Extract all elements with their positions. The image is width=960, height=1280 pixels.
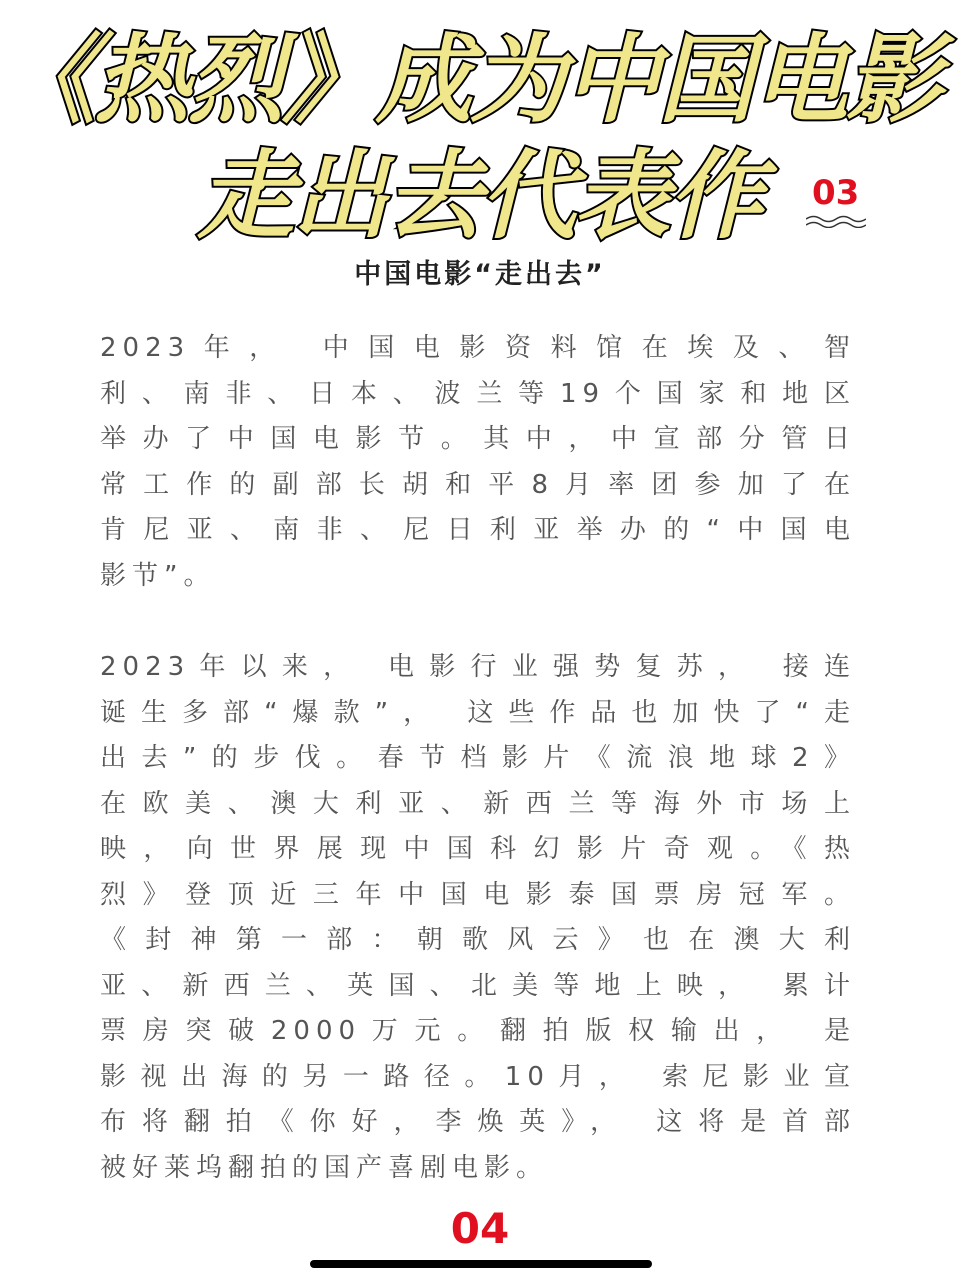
text-line: 烈》登顶近三年中国电影泰国票房冠军。 xyxy=(100,879,856,910)
text-line: 诞生多部“爆款”， 这些作品也加快了“走 xyxy=(100,697,856,728)
text-line: 出去”的步伐。春节档影片《流浪地球2》 xyxy=(100,743,856,773)
text-line: 被好莱坞翻拍的国产喜剧电影。 xyxy=(100,1152,549,1183)
text-line: 映，向世界展现中国科幻影片奇观。《热 xyxy=(100,834,856,864)
text-line: 亚、新西兰、英国、北美等地上映， 累计 xyxy=(100,970,856,1001)
text-line: 在欧美、澳大利亚、新西兰等海外市场上 xyxy=(100,788,856,819)
text-line: 利、南非、日本、波兰等19个国家和地区 xyxy=(100,378,856,409)
text-line: 2023年以来， 电影行业强势复苏， 接连 xyxy=(100,652,856,682)
paragraph-2 xyxy=(100,645,856,1191)
text-line: 肯尼亚、南非、尼日利亚举办的“中国电 xyxy=(100,515,856,545)
text-line: 影节”。 xyxy=(100,560,216,591)
wave-decoration-icon xyxy=(806,214,866,228)
text-line: 《封神第一部：朝歌风云》也在澳大利 xyxy=(100,925,856,955)
text-line: 2023年， 中国电影资料馆在埃及、智 xyxy=(100,333,856,363)
text-line: 布将翻拍《你好，李焕英》， 这将是首部 xyxy=(100,1107,856,1137)
text-line: 票房突破2000万元。翻拍版权输出， 是 xyxy=(100,1016,856,1046)
text-line: 举办了中国电影节。其中，中宣部分管日 xyxy=(100,424,856,454)
headline-line-1: 《热烈》成为中国电影 xyxy=(0,24,940,136)
home-indicator-bar[interactable] xyxy=(310,1260,652,1268)
section-number-badge: 03 xyxy=(812,173,860,213)
text-line: 常工作的副部长胡和平8月率团参加了在 xyxy=(100,469,856,500)
page-number: 04 xyxy=(450,1204,510,1253)
headline-line-2: 走出去代表作 xyxy=(198,140,762,252)
section-subtitle: 中国电影“走出去” xyxy=(354,259,606,290)
paragraph-1 xyxy=(100,326,856,599)
text-line: 影视出海的另一路径。10月， 索尼影业宣 xyxy=(100,1061,856,1092)
